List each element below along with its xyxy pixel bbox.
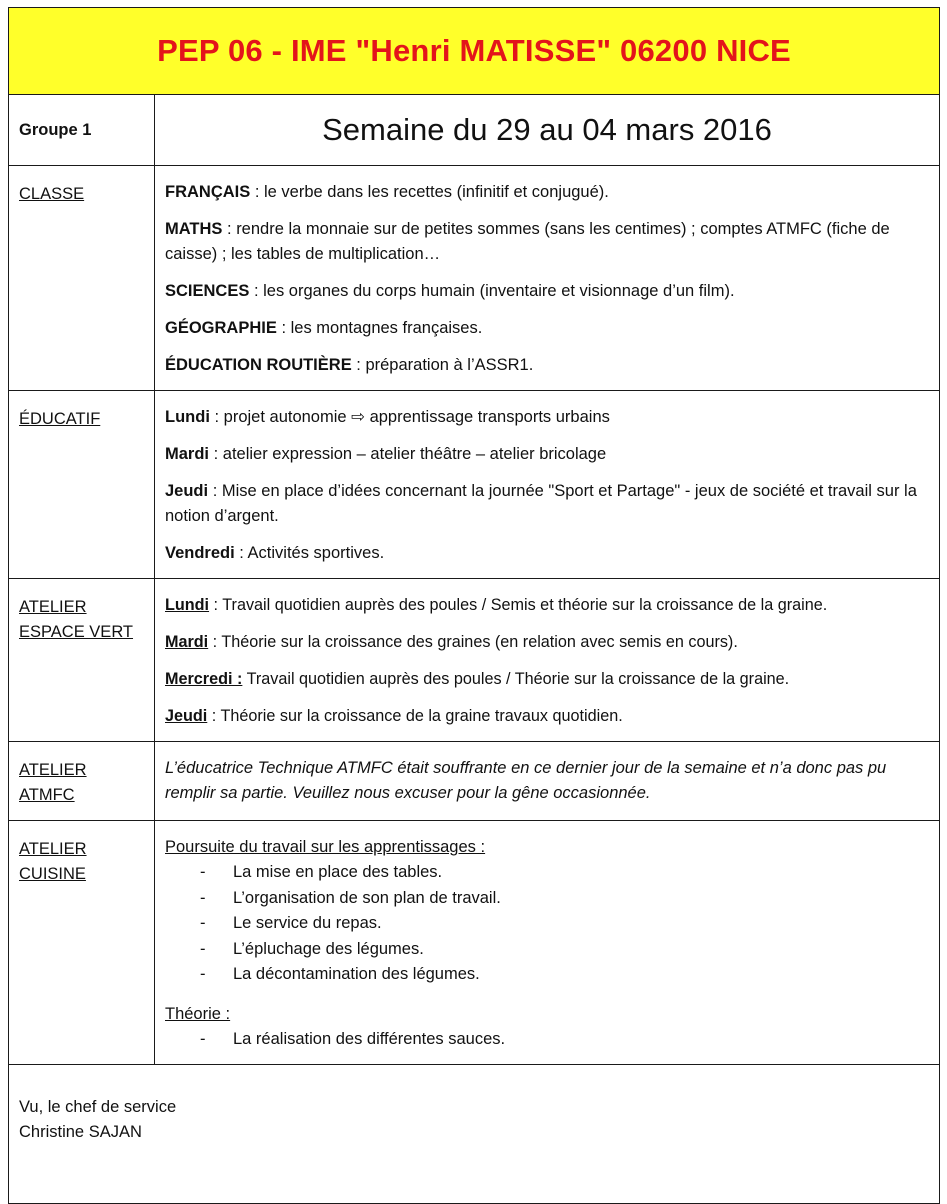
section-label-atmfc	[9, 742, 155, 821]
espace-vert-lundi: Lundi : Travail quotidien auprès des poules / Semis et théorie sur la croissance de la graine.	[165, 596, 828, 614]
educatif-jeudi: Jeudi : Mise en place d’idées concernant la journée "Sport et Partage" - jeux de société et travail sur la notion d’argent.	[165, 482, 917, 525]
atmfc-notice: L’éducatrice Technique ATMFC était souffrante en ce dernier jour de la semaine et n’a donc pas pu remplir sa partie. Veuillez nous excuser pour la gêne occasionnée.	[165, 759, 887, 802]
section-espace-vert	[9, 579, 940, 742]
group-label: Groupe 1	[9, 95, 155, 166]
list-item: - La mise en place des tables.	[165, 860, 933, 886]
cuisine-list-theorie	[165, 1027, 933, 1053]
cuisine-list-apprentissages	[165, 860, 933, 988]
section-content-atmfc	[155, 742, 940, 821]
week-row	[9, 95, 940, 166]
subject-sciences: SCIENCES : les organes du corps humain (inventaire et visionnage d’un film).	[165, 282, 735, 300]
label-espace-vert-line2: ESPACE VERT	[19, 623, 134, 641]
cuisine-heading-theorie: Théorie :	[165, 1004, 231, 1023]
subject-maths: MATHS : rendre la monnaie sur de petites sommes (sans les centimes) ; comptes ATMFC (fiche de caisse) ; les tables de multiplication…	[165, 220, 890, 263]
espace-vert-mardi: Mardi : Théorie sur la croissance des graines (en relation avec semis en cours).	[165, 633, 738, 651]
section-educatif	[9, 391, 940, 579]
section-label-classe	[9, 166, 155, 391]
banner	[9, 8, 940, 95]
signature-line-1: Vu, le chef de service	[19, 1098, 177, 1116]
list-item: - L’organisation de son plan de travail.	[165, 886, 933, 912]
section-cuisine	[9, 821, 940, 1065]
section-atmfc	[9, 742, 940, 821]
banner-row	[9, 8, 940, 95]
footer-row	[9, 1065, 940, 1204]
signature-line-2: Christine SAJAN	[19, 1123, 142, 1141]
espace-vert-jeudi: Jeudi : Théorie sur la croissance de la graine travaux quotidien.	[165, 707, 623, 725]
list-item: - Le service du repas.	[165, 911, 933, 937]
cuisine-heading-apprentissages: Poursuite du travail sur les apprentissages :	[165, 838, 486, 856]
subject-francais: FRANÇAIS : le verbe dans les recettes (infinitif et conjugué).	[165, 183, 609, 201]
section-content-espace-vert	[155, 579, 940, 742]
subject-geographie: GÉOGRAPHIE : les montagnes françaises.	[165, 319, 483, 337]
subject-education-routiere: ÉDUCATION ROUTIÈRE : préparation à l’ASSR1.	[165, 356, 534, 374]
label-classe: CLASSE	[19, 185, 85, 203]
list-item: - La réalisation des différentes sauces.	[165, 1027, 933, 1053]
educatif-vendredi: Vendredi : Activités sportives.	[165, 544, 385, 562]
list-item: - La décontamination des légumes.	[165, 962, 933, 988]
list-item: - L’épluchage des légumes.	[165, 937, 933, 963]
section-label-cuisine	[9, 821, 155, 1065]
label-espace-vert-line1: ATELIER	[19, 598, 87, 616]
educatif-lundi: Lundi : projet autonomie ⇨ apprentissage transports urbains	[165, 408, 610, 426]
section-content-educatif	[155, 391, 940, 579]
section-content-classe	[155, 166, 940, 391]
label-cuisine-line1: ATELIER	[19, 840, 87, 858]
label-atmfc-line1: ATELIER	[19, 761, 87, 779]
week-title: Semaine du 29 au 04 mars 2016	[155, 95, 940, 166]
section-classe	[9, 166, 940, 391]
espace-vert-mercredi: Mercredi : Travail quotidien auprès des poules / Théorie sur la croissance de la graine.	[165, 670, 790, 688]
section-content-cuisine	[155, 821, 940, 1065]
section-label-espace-vert	[9, 579, 155, 742]
section-label-educatif	[9, 391, 155, 579]
educatif-mardi: Mardi : atelier expression – atelier théâtre – atelier bricolage	[165, 445, 607, 463]
weekly-report-table	[8, 7, 940, 1204]
label-atmfc-line2: ATMFC	[19, 786, 75, 804]
label-educatif: ÉDUCATIF	[19, 410, 101, 428]
label-cuisine-line2: CUISINE	[19, 865, 86, 883]
signature-block	[9, 1065, 940, 1204]
institution-title: PEP 06 - IME "Henri MATISSE" 06200 NICE	[157, 33, 791, 68]
